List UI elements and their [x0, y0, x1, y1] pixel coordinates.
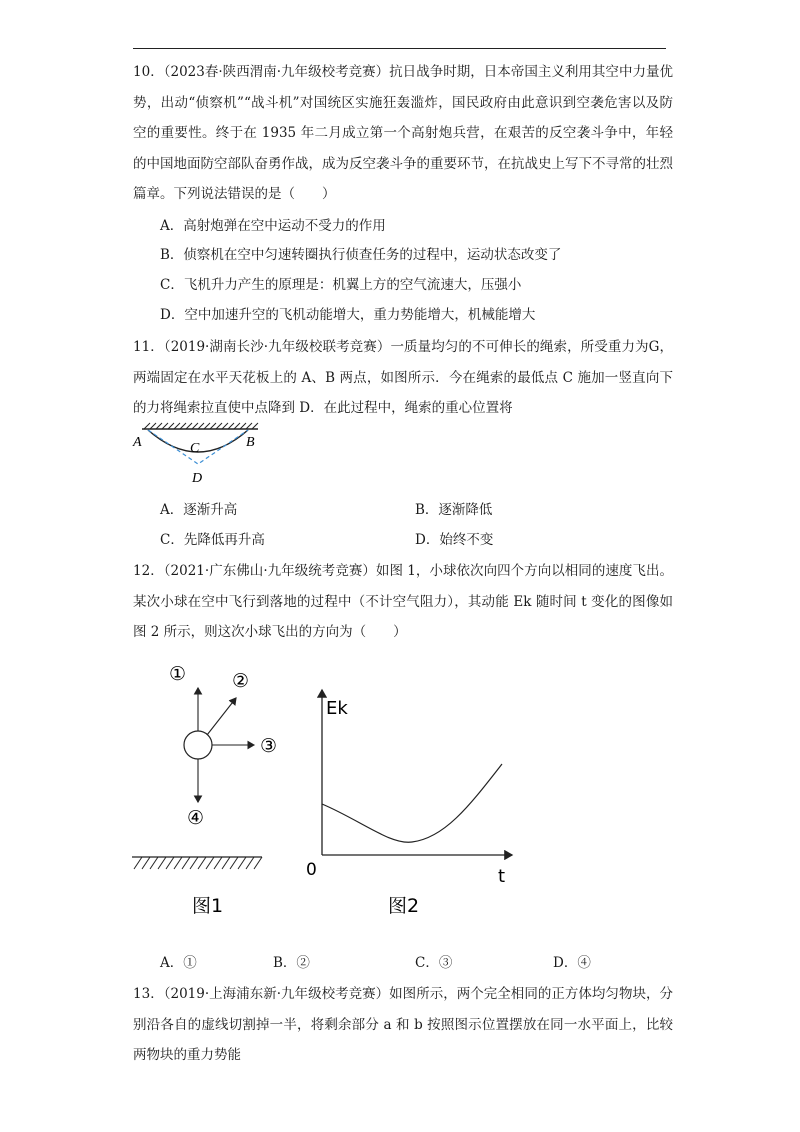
point-d-label: D — [192, 471, 203, 486]
origin-label: 0 — [306, 860, 317, 880]
rope-diagram — [130, 418, 270, 488]
figure-2-caption: 图2 — [388, 895, 420, 917]
x-axis-label: t — [498, 866, 506, 887]
question-12-option-d: D．④ — [553, 955, 591, 971]
figure-1-ball-directions — [130, 652, 290, 922]
question-12-option-c: C．③ — [415, 955, 453, 971]
header-rule — [133, 48, 666, 49]
point-c-label: C — [190, 441, 200, 456]
question-12-option-b: B．② — [273, 955, 310, 971]
question-11-option-d: D．始终不变 — [415, 532, 494, 548]
figure-1-caption: 图1 — [192, 895, 224, 917]
y-axis-label: Ek — [326, 698, 348, 719]
figure-2-ek-time-graph — [300, 680, 530, 920]
direction-4-label: ④ — [187, 807, 205, 829]
question-12-stem: 12．（2021·广东佛山·九年级统考竞赛）如图 1，小球依次向四个方向以相同的速度飞出。某次小球在空中飞行到落地的过程中（不计空气阻力），其动能 Ek 随时间 t 变化的图像如图 2 所示，则这次小球飞出的方向为（ ） — [133, 563, 673, 640]
question-10-option-c: C．飞机升力产生的原理是：机翼上方的空气流速大，压强小 — [160, 277, 522, 293]
direction-2-label: ② — [232, 670, 250, 692]
question-10-stem: 10．（2023春·陕西渭南·九年级校考竞赛）抗日战争时期，日本帝国主义利用其空中力量优势，出动“侦察机”“战斗机”对国统区实施狂轰滥炸，国民政府由此意识到空袭危害以及防空的重要性。终于在 1935 年二月成立第一个高射炮兵营，在艰苦的反空袭斗争中，年轻的中国地面防空部队奋勇作战，成为反空袭斗争的重要环节，在抗战史上写下不寻常的壮烈篇章。下列说法错误的是（ ） — [133, 64, 673, 202]
question-11-option-b: B．逐渐降低 — [415, 502, 493, 518]
question-10-option-b: B．侦察机在空中匀速转圈执行侦查任务的过程中，运动状态改变了 — [160, 247, 562, 263]
ek-curve — [322, 764, 502, 842]
question-11-option-c: C．先降低再升高 — [160, 532, 265, 548]
direction-1-label: ① — [169, 663, 187, 685]
question-11-stem: 11．（2019·湖南长沙·九年级校联考竞赛）一质量均匀的不可伸长的绳索，所受重力为G，两端固定在水平天花板上的 A、B 两点，如图所示．今在绳索的最低点 C 施加一竖直向下的力将绳索拉直使中点降到 D．在此过程中，绳索的重心位置将 — [133, 339, 673, 416]
point-b-label: B — [246, 435, 255, 450]
direction-3-label: ③ — [260, 735, 278, 757]
question-10-option-d: D．空中加速升空的飞机动能增大，重力势能增大，机械能增大 — [160, 307, 536, 323]
ball — [184, 731, 212, 759]
question-10-option-a: A．高射炮弹在空中运动不受力的作用 — [160, 218, 386, 234]
question-11-option-a: A．逐渐升高 — [160, 502, 238, 518]
point-a-label: A — [133, 435, 142, 450]
question-13-stem: 13．（2019·上海浦东新·九年级校考竞赛）如图所示，两个完全相同的正方体均匀物块，分别沿各自的虚线切割掉一半，将剩余部分 a 和 b 按照图示位置摆放在同一水平面上，比较两物块的重力势能 — [133, 986, 673, 1063]
question-12-option-a: A．① — [160, 955, 197, 971]
